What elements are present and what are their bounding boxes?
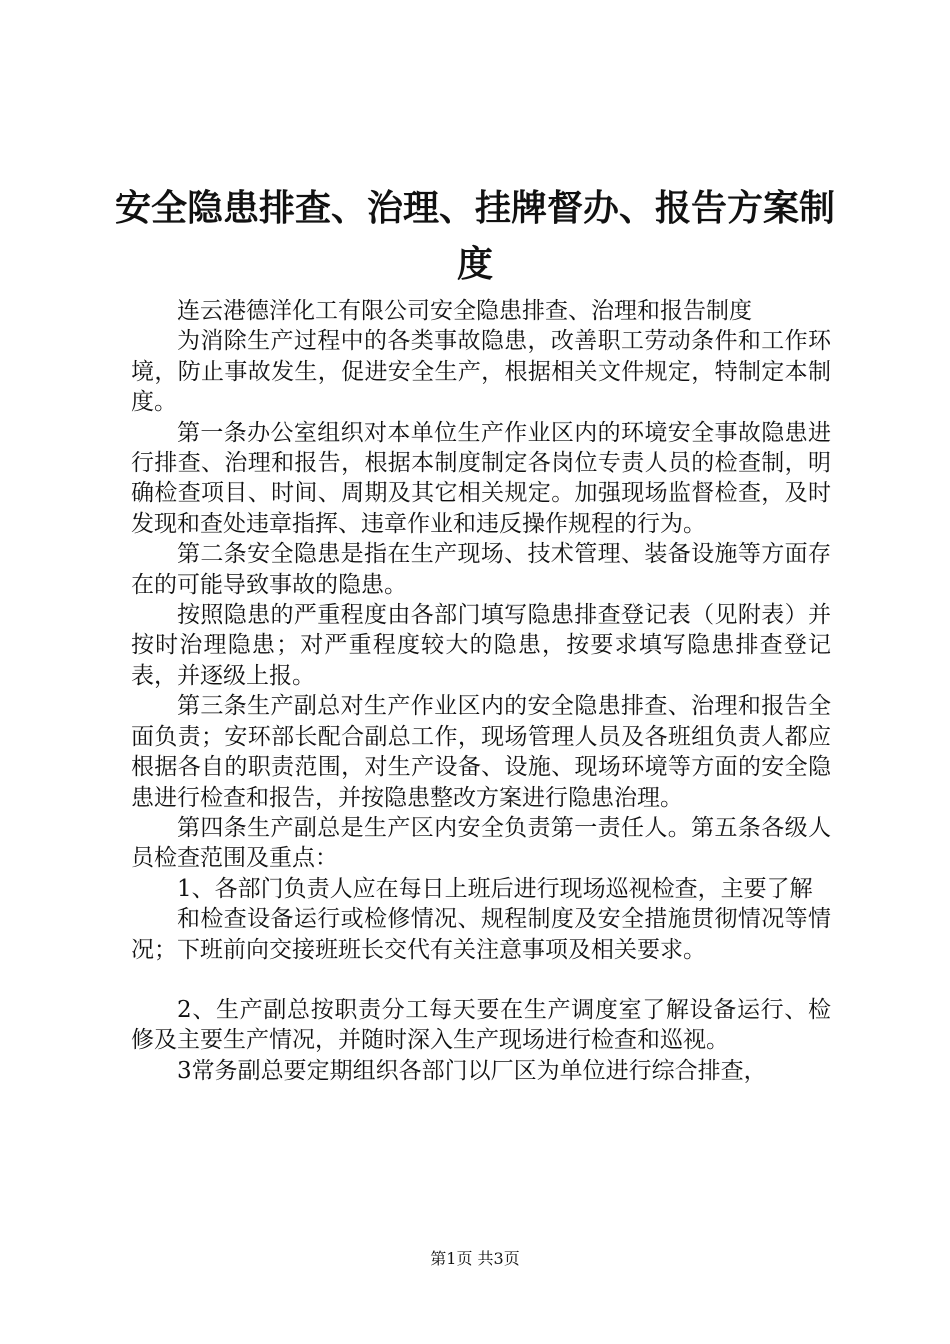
- document-title: 安全隐患排查、治理、挂牌督办、报告方案制度: [114, 187, 835, 285]
- paragraph-item-1-cont: 和检查设备运行或检修情况、规程制度及安全措施贯彻情况等情况；下班前向交接班班长交代有关注意事项及相关要求。: [131, 906, 831, 963]
- paragraph-severity: 按照隐患的严重程度由各部门填写隐患排查登记表（见附表）并按时治理隐患；对严重程度较大的隐患，按要求填写隐患排查登记表，并逐级上报。: [131, 602, 831, 689]
- paragraph-article-1: 第一条办公室组织对本单位生产作业区内的环境安全事故隐患进行排查、治理和报告，根据本制度制定各岗位专责人员的检查制，明确检查项目、时间、周期及其它相关规定。加强现场监督检查，及时发现和查处违章指挥、违章作业和违反操作规程的行为。: [131, 419, 831, 537]
- paragraph-preamble: 为消除生产过程中的各类事故隐患，改善职工劳动条件和工作环境，防止事故发生，促进安全生产，根据相关文件规定，特制定本制度。: [131, 328, 831, 416]
- paragraph-item-1: 1、各部门负责人应在每日上班后进行现场巡视检查，主要了解: [177, 875, 813, 902]
- paragraph-item-3: 3常务副总要定期组织各部门以厂区为单位进行综合排查，: [177, 1057, 767, 1084]
- paragraph-article-3: 第三条生产副总对生产作业区内的安全隐患排查、治理和报告全面负责；安环部长配合副总工作，现场管理人员及各班组负责人都应根据各自的职责范围，对生产设备、设施、现场环境等方面的安全隐患进行检查和报告，并按隐患整改方案进行隐患治理。: [131, 693, 831, 811]
- paragraph-article-4: 第四条生产副总是生产区内安全负责第一责任人。第五条各级人员检查范围及重点：: [131, 814, 831, 872]
- paragraph-article-2: 第二条安全隐患是指在生产现场、技术管理、装备设施等方面存在的可能导致事故的隐患。: [131, 541, 831, 598]
- page-footer: 第1页 共3页: [430, 1249, 520, 1268]
- document-body: [131, 296, 831, 1086]
- paragraph-item-2: 2、生产副总按职责分工每天要在生产调度室了解设备运行、检修及主要生产情况，并随时深入生产现场进行检查和巡视。: [131, 996, 831, 1054]
- paragraph-subtitle: 连云港德洋化工有限公司安全隐患排查、治理和报告制度: [177, 298, 752, 324]
